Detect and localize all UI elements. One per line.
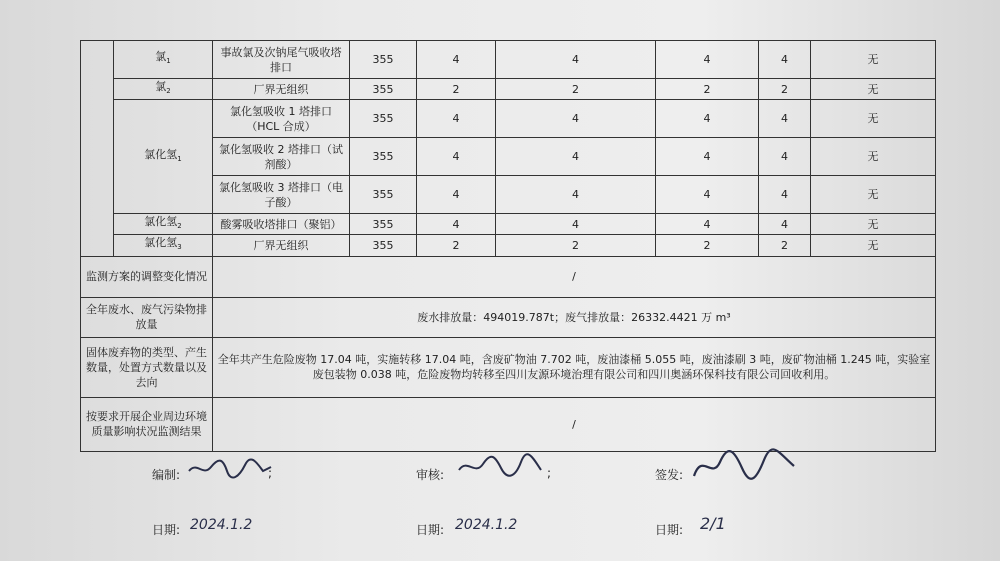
issue-date-label: 日期:	[655, 523, 684, 537]
value-cell: 4	[417, 214, 496, 235]
outlet-cell: 氯化氢吸收 1 塔排口（HCL 合成）	[213, 100, 350, 138]
table-row	[81, 100, 936, 138]
surrounding-value: /	[213, 397, 936, 451]
value-cell: 4	[656, 214, 759, 235]
exceed-cell: 无	[811, 176, 936, 214]
table-row	[81, 214, 936, 235]
value-cell: 2	[759, 79, 811, 100]
plan-change-row	[81, 256, 936, 297]
exceed-cell: 无	[811, 214, 936, 235]
value-cell: 4	[496, 214, 656, 235]
table-row	[81, 235, 936, 256]
value-cell: 2	[656, 235, 759, 256]
value-cell: 2	[417, 235, 496, 256]
plan-change-value: /	[213, 256, 936, 297]
compile-date-label: 日期:	[152, 523, 181, 537]
exceed-cell: 无	[811, 100, 936, 138]
value-cell: 4	[759, 176, 811, 214]
value-cell: 4	[759, 41, 811, 79]
days-cell: 355	[350, 79, 417, 100]
outlet-cell: 氯化氢吸收 3 塔排口（电子酸）	[213, 176, 350, 214]
compile-semicolon: ;	[268, 466, 273, 480]
days-cell: 355	[350, 235, 417, 256]
compile-label: 编制:	[152, 468, 181, 482]
review-semicolon: ;	[547, 466, 552, 480]
outlet-cell: 酸雾吸收塔排口（聚铝）	[213, 214, 350, 235]
pollutant-cell: 氯$_2$	[114, 79, 213, 100]
review-signature	[455, 450, 545, 484]
days-cell: 355	[350, 214, 417, 235]
value-cell: 4	[417, 138, 496, 176]
solid-waste-value: 全年共产生危险废物 17.04 吨，实施转移 17.04 吨，含废矿物油 7.702 吨，废油漆桶 5.055 吨，废油漆刷 3 吨，废矿物油桶 1.245 吨，实验室废包装物 0.038 吨，危险废物均转移至四川友源环境治理有限公司和四川奥涵环保科技有限公司回收利用。	[213, 337, 936, 397]
compile-date: 2024.1.2	[190, 517, 253, 533]
exceed-cell: 无	[811, 138, 936, 176]
value-cell: 4	[496, 176, 656, 214]
value-cell: 4	[656, 176, 759, 214]
compile-signature	[187, 455, 277, 483]
table-row	[81, 79, 936, 100]
exceed-cell: 无	[811, 79, 936, 100]
value-cell: 4	[656, 100, 759, 138]
pollutant-cell: 氯$_1$	[114, 41, 213, 79]
value-cell: 4	[759, 138, 811, 176]
days-cell: 355	[350, 100, 417, 138]
issue-label: 签发:	[655, 468, 684, 482]
outlet-cell: 氯化氢吸收 2 塔排口（试剂酸）	[213, 138, 350, 176]
pollutant-cell: 氯化氢$_2$	[114, 214, 213, 235]
value-cell: 2	[759, 235, 811, 256]
pollutant-cell: 氯化氢$_1$	[114, 100, 213, 214]
value-cell: 4	[759, 100, 811, 138]
value-cell: 4	[496, 100, 656, 138]
annual-emission-row	[81, 297, 936, 337]
category-cell	[81, 41, 114, 257]
outlet-cell: 事故氯及次钠尾气吸收塔排口	[213, 41, 350, 79]
days-cell: 355	[350, 138, 417, 176]
solid-waste-label: 固体废弃物的类型、产生数量，处置方式数量以及去向	[81, 337, 213, 397]
issue-date: 2/1	[700, 514, 726, 533]
value-cell: 2	[496, 235, 656, 256]
annual-emission-label: 全年废水、废气污染物排放量	[81, 297, 213, 337]
value-cell: 4	[656, 41, 759, 79]
value-cell: 4	[496, 41, 656, 79]
outlet-cell: 厂界无组织	[213, 79, 350, 100]
review-date-label: 日期:	[416, 523, 445, 537]
value-cell: 2	[417, 79, 496, 100]
review-label: 审核:	[416, 468, 445, 482]
value-cell: 2	[496, 79, 656, 100]
pollutant-cell: 氯化氢$_3$	[114, 235, 213, 256]
value-cell: 2	[656, 79, 759, 100]
annual-emission-value: 废水排放量：494019.787t；废气排放量：26332.4421 万 m³	[213, 297, 936, 337]
exceed-cell: 无	[811, 41, 936, 79]
days-cell: 355	[350, 176, 417, 214]
surrounding-row	[81, 397, 936, 451]
value-cell: 4	[656, 138, 759, 176]
days-cell: 355	[350, 41, 417, 79]
value-cell: 4	[759, 214, 811, 235]
exceed-cell: 无	[811, 235, 936, 256]
value-cell: 4	[496, 138, 656, 176]
value-cell: 4	[417, 176, 496, 214]
review-date: 2024.1.2	[455, 517, 518, 533]
table-row	[81, 41, 936, 79]
issue-signature	[690, 446, 800, 486]
outlet-cell: 厂界无组织	[213, 235, 350, 256]
value-cell: 4	[417, 100, 496, 138]
plan-change-label: 监测方案的调整变化情况	[81, 256, 213, 297]
solid-waste-row	[81, 337, 936, 397]
surrounding-label: 按要求开展企业周边环境质量影响状况监测结果	[81, 397, 213, 451]
monitoring-table	[80, 40, 936, 452]
value-cell: 4	[417, 41, 496, 79]
